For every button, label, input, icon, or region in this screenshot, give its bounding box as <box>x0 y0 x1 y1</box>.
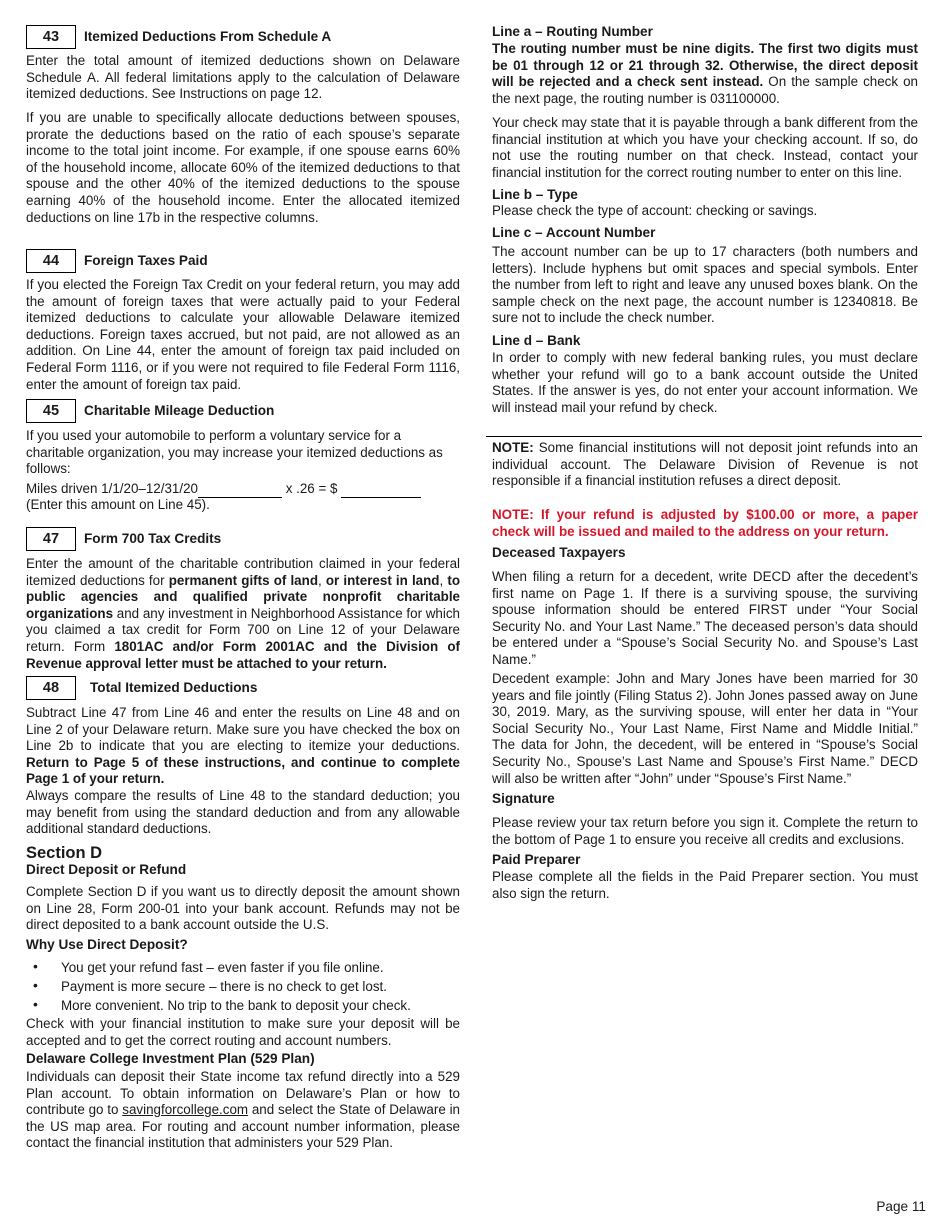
line-c-paragraph: The account number can be up to 17 characters (both numbers and letters). Include hyphens but omit spaces and special symbols. Enter the number from left to right and leave any unused boxes blank. On the sample check on the next page, the account number is 12340818. Be sure not to include the check number. <box>492 244 918 326</box>
line-title: Total Itemized Deductions <box>90 679 258 695</box>
line-43-paragraph-1: Enter the total amount of itemized deductions shown on Delaware Schedule A. All federal limitations apply to the calculation of Delaware itemized deductions. See Instructions on page 12. <box>26 53 460 102</box>
page-number: Page 11 <box>876 1199 926 1215</box>
text-run: and select the State of Delaware in the US map area. For routing and account number information, please contact the financial institution that administers your 529 Plan. <box>26 1102 460 1151</box>
paid-preparer-paragraph: Please complete all the fields in the Paid Preparer section. You must also sign the return. <box>492 869 918 901</box>
text-run-bold: The routing number must be nine digits. The first two digits must be 01 through 12 or 21 through 32. Otherwise, the direct deposit will be rejected and a check sent instead. <box>492 41 918 90</box>
text-run: On the sample check on the next page, the routing number is 031100000. <box>492 74 918 106</box>
signature-paragraph: Please review your tax return before you sign it. Complete the return to the bottom of Page 1 to ensure you receive all credits and exclusions. <box>492 815 918 847</box>
amount-blank[interactable] <box>341 484 421 498</box>
text-run: Some financial institutions will not deposit joint refunds into an individual account. The Delaware Division of Revenue is not responsible if a financial institution refuses a direct deposit. <box>492 440 918 489</box>
section-d-title: Section D <box>26 844 103 862</box>
line-47-header <box>26 527 221 551</box>
line-a-heading: Line a – Routing Number <box>492 24 653 39</box>
line-44-paragraph: If you elected the Foreign Tax Credit on your federal return, you may add the amount of foreign taxes that were actually paid to your Federal itemized deductions to calculate your allowable Delaware itemized deductions. Foreign taxes accrued, but not paid, are not allowed as an addition. On Line 44, enter the amount of foreign tax paid included on Federal Form 1116, or if you were not required to file Federal Form 1116, enter the amount of foreign tax paid. <box>26 277 460 392</box>
text-run: , <box>318 572 326 588</box>
line-43-paragraph-2: If you are unable to specifically allocate deductions between spouses, prorate the deductions based on the ratio of each spouse’s separate income to the total joint income. For example, if one spouse earns 60% of the household income, allocate 60% of the itemized deductions to that spouse and the other 40% of the itemized deductions to the spouse earning 40% of the household income. Enter the allocated itemized deductions on line 17b in the respective columns. <box>26 110 460 225</box>
line-number-box: 47 <box>26 527 76 551</box>
line-b-paragraph: Please check the type of account: checking or savings. <box>492 203 818 218</box>
line-number-box: 43 <box>26 25 76 49</box>
line-c-heading: Line c – Account Number <box>492 225 656 240</box>
list-item: • Payment is more secure – there is no check to get lost. <box>26 977 460 996</box>
section-d-subtitle: Direct Deposit or Refund <box>26 862 187 877</box>
text-run: Individuals can deposit their State income tax refund directly into a 529 Plan account. To obtain information on Delaware’s Plan or how to contribute go to <box>26 1069 460 1118</box>
line-48-paragraph-2: Always compare the results of Line 48 to the standard deduction; you may benefit from using the standard deduction and from any allowable additional standard deductions. <box>26 788 460 837</box>
line-number-box: 45 <box>26 399 76 423</box>
deceased-heading: Deceased Taxpayers <box>492 545 626 560</box>
line-45-paragraph: If you used your automobile to perform a voluntary service for a charitable organization, you may increase your itemized deductions as follows: <box>26 428 443 477</box>
line-title: Foreign Taxes Paid <box>84 252 208 268</box>
text-run-bold: Return to Page 5 of these instructions, and continue to complete Page 1 of your return. <box>26 754 460 787</box>
line-48-paragraph-1 <box>26 705 460 788</box>
line-47-paragraph <box>26 556 460 672</box>
note-paragraph <box>492 440 918 490</box>
text-run-bold: permanent gifts of land <box>168 572 318 588</box>
line-45-note: (Enter this amount on Line 45). <box>26 497 210 512</box>
line-title: Charitable Mileage Deduction <box>84 402 275 418</box>
line-44-header <box>26 249 208 273</box>
line-number-box: 48 <box>26 676 76 700</box>
deceased-paragraph-2: Decedent example: John and Mary Jones have been married for 30 years and file jointly (Filing Status 2). John Jones passed away on June 30, 2019. Mary, as the surviving spouse, will enter her data in “Your Social Security No., Your Last Name, First Name and Middle Initial.” The data for John, the decedent, will be entered in “Spouse’s Social Security No., Spouse’s Last Name and Spouse’s First Name.” DECD will also be written after “John” under “Spouse’s First Name.” <box>492 671 918 786</box>
text-run: Enter the amount of the charitable contribution claimed in your federal itemized deductions for <box>26 556 460 588</box>
text-run-bold: to public agencies and qualified private nonprofit charitable organizations <box>26 572 460 621</box>
line-a-paragraph-2: Your check may state that it is payable through a bank different from the financial institution at which you have your checking account. If so, do not use the routing number on that check. Instead, contact your financial institution for the correct routing number to enter on this line. <box>492 115 918 180</box>
deceased-paragraph-1: When filing a return for a decedent, write DECD after the decedent’s first name on Page 1. If there is a surviving spouse, the surviving spouse information should be entered FIRST under “Your Social Security No. and Your Last Name.” The deceased person’s data should be entered under a “Spouse’s Social Security No. and Spouse’s Last Name.” <box>492 569 918 667</box>
line-a-paragraph-1 <box>492 41 918 107</box>
line-43-header <box>26 25 331 49</box>
rate-text: x .26 = $ <box>285 481 338 496</box>
paid-preparer-heading: Paid Preparer <box>492 852 581 867</box>
signature-heading: Signature <box>492 791 555 806</box>
list-item: • More convenient. No trip to the bank to deposit your check. <box>26 996 460 1015</box>
line-45-header <box>26 399 274 423</box>
line-d-paragraph: In order to comply with new federal banking rules, you must declare whether your refund will go to a bank account outside the United States. If the answer is yes, do not enter your account information. We will instead mail your refund by check. <box>492 350 918 415</box>
line-title: Form 700 Tax Credits <box>84 530 222 546</box>
note-label: NOTE: <box>492 440 534 455</box>
college-plan-heading: Delaware College Investment Plan (529 Plan) <box>26 1051 315 1066</box>
line-b-heading: Line b – Type <box>492 187 578 202</box>
line-d-heading: Line d – Bank <box>492 333 581 348</box>
mileage-formula <box>26 481 460 498</box>
text-run: and any investment in Neighborhood Assistance for which you claimed a tax credit for Form 700 on Line 12 of your Delaware return. Form <box>26 605 460 654</box>
text-run: , <box>439 572 448 588</box>
miles-label: Miles driven 1/1/20–12/31/20 <box>26 481 198 496</box>
text-run-bold: or interest in land <box>325 572 440 588</box>
refund-adjustment-note: NOTE: If your refund is adjusted by $100.00 or more, a paper check will be issued and mailed to the address on your return. <box>492 507 918 539</box>
line-number-box: 44 <box>26 249 76 273</box>
benefits-list <box>26 958 460 1015</box>
text-run-bold: 1801AC and/or Form 2001AC and the Division of Revenue approval letter must be attached to your return. <box>26 638 460 671</box>
savingforcollege-link[interactable]: savingforcollege.com <box>122 1102 249 1118</box>
section-d-paragraph: Complete Section D if you want us to directly deposit the amount shown on Line 28, Form 200-01 into your bank account. Refunds may not be direct deposited to a bank account outside the U.S. <box>26 884 460 933</box>
text-run: Subtract Line 47 from Line 46 and enter the results on Line 48 and on Line 2 of your Delaware return. Make sure you have checked the box on Line 2b to indicate that you are electing to itemize your deductions. <box>26 705 460 754</box>
list-item: • You get your refund fast – even faster if you file online. <box>26 958 460 977</box>
miles-blank[interactable] <box>198 484 282 498</box>
check-with-bank-paragraph: Check with your financial institution to make sure your deposit will be accepted and to get the correct routing and account numbers. <box>26 1016 460 1048</box>
college-plan-paragraph <box>26 1069 460 1152</box>
why-direct-deposit-heading: Why Use Direct Deposit? <box>26 937 188 952</box>
line-48-header <box>26 676 257 700</box>
line-title: Itemized Deductions From Schedule A <box>84 28 332 44</box>
note-divider <box>486 436 922 437</box>
